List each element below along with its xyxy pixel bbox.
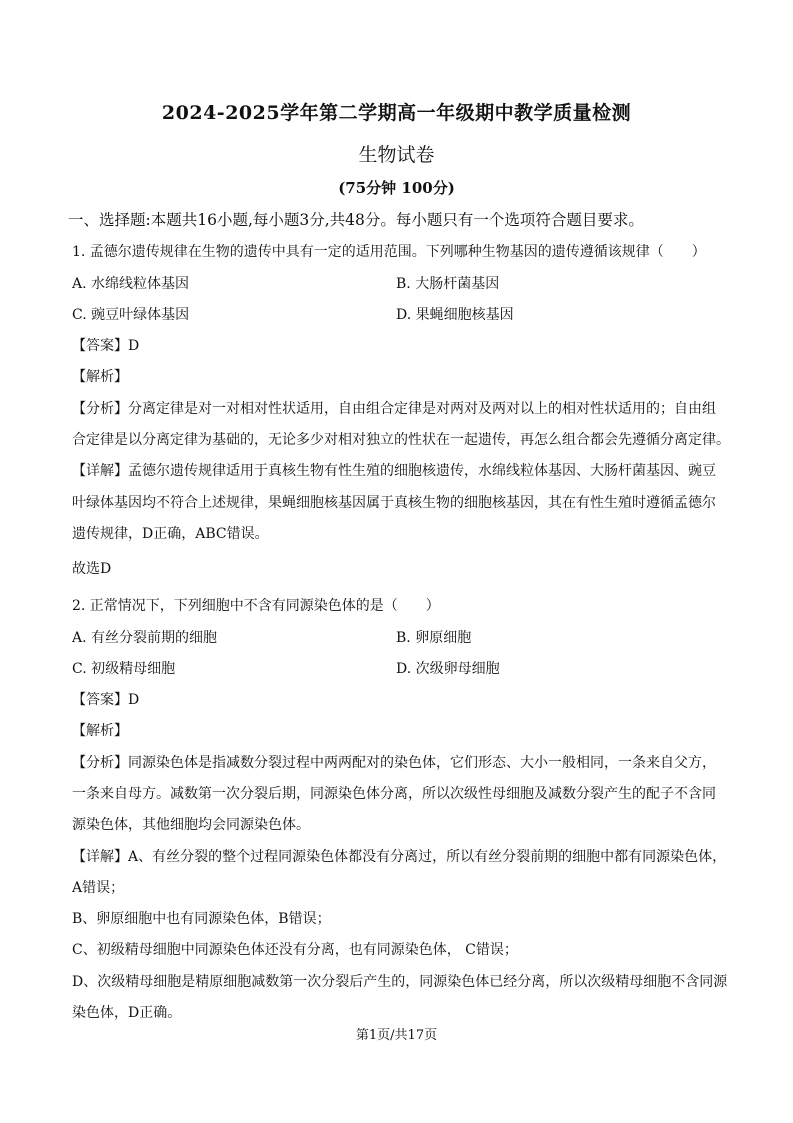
exam-subject: 生物试卷 (358, 144, 435, 166)
question-1-option-a: A. 水绵线粒体基因 (72, 276, 190, 292)
question-2-answer: 【答案】D (72, 692, 140, 708)
exam-title: 2024-2025学年第二学期高一年级期中教学质量检测 (161, 102, 632, 124)
question-2-detail-line-4: C、初级精母细胞中同源染色体还没有分离，也有同源染色体， C错误； (72, 942, 518, 958)
question-2-detail-line-1: 【详解】A、有丝分裂的整个过程同源染色体都没有分离过，所以有丝分裂前期的细胞中都有同源染色体， (72, 849, 727, 865)
page-footer: 第1页/共17页 (355, 1028, 438, 1043)
question-1-detail-line-3: 遗传规律，D正确，ABC错误。 (72, 526, 269, 542)
question-2-option-c: C. 初级精母细胞 (72, 661, 176, 677)
exam-meta: (75分钟 100分) (338, 179, 455, 197)
question-1-conclusion: 故选D (72, 561, 112, 577)
question-1-answer: 【答案】D (72, 338, 140, 354)
question-1-option-c: C. 豌豆叶绿体基因 (72, 307, 190, 323)
question-2-analysis-label: 【解析】 (72, 723, 128, 739)
question-2-fenxi-line-1: 【分析】同源染色体是指减数分裂过程中两两配对的染色体，它们形态、大小一般相同，一条来自父方， (72, 755, 716, 771)
question-2-fenxi-line-3: 源染色体，其他细胞均会同源染色体。 (72, 817, 310, 833)
question-2-option-d: D. 次级卵母细胞 (396, 661, 500, 677)
question-2-detail-line-2: A错误； (72, 880, 125, 896)
question-1-fenxi-line-1: 【分析】分离定律是对一对相对性状适用，自由组合定律是对两对及两对以上的相对性状适用的；自由组 (72, 401, 716, 417)
question-2-detail-line-5: D、次级精母细胞是精原细胞减数第一次分裂后产生的，同源染色体已经分离，所以次级精母细胞不含同源 (72, 974, 728, 990)
question-2-option-b: B. 卵原细胞 (396, 630, 472, 646)
section-heading: 一、选择题:本题共16小题,每小题3分,共48分。每小题只有一个选项符合题目要求。 (68, 211, 644, 229)
question-1-fenxi-line-2: 合定律是以分离定律为基础的，无论多少对相对独立的性状在一起遗传，再怎么组合都会先遵循分离定律。 (72, 432, 730, 448)
question-2-stem: 2. 正常情况下，下列细胞中不含有同源染色体的是（ ） (72, 598, 440, 614)
question-2-detail-line-3: B、卵原细胞中也有同源染色体，B错误； (72, 911, 331, 927)
question-1-detail-line-2: 叶绿体基因均不符合上述规律，果蝇细胞核基因属于真核生物的细胞核基因，其在有性生殖时遵循孟德尔 (72, 495, 716, 511)
question-1-analysis-label: 【解析】 (72, 369, 128, 385)
question-1-option-d: D. 果蝇细胞核基因 (396, 307, 514, 323)
question-2-detail-line-6: 染色体，D正确。 (72, 1005, 182, 1021)
question-1-option-b: B. 大肠杆菌基因 (396, 276, 500, 292)
question-1-detail-line-1: 【详解】孟德尔遗传规律适用于真核生物有性生殖的细胞核遗传，水绵线粒体基因、大肠杆菌基因、豌豆 (72, 463, 716, 479)
question-2-fenxi-line-2: 一条来自母方。减数第一次分裂后期，同源染色体分离，所以次级性母细胞及减数分裂产生的配子不含同 (72, 786, 716, 802)
question-2-option-a: A. 有丝分裂前期的细胞 (72, 630, 218, 646)
question-1-stem: 1. 孟德尔遗传规律在生物的遗传中具有一定的适用范围。下列哪种生物基因的遗传遵循该规律（ ） (72, 244, 706, 260)
